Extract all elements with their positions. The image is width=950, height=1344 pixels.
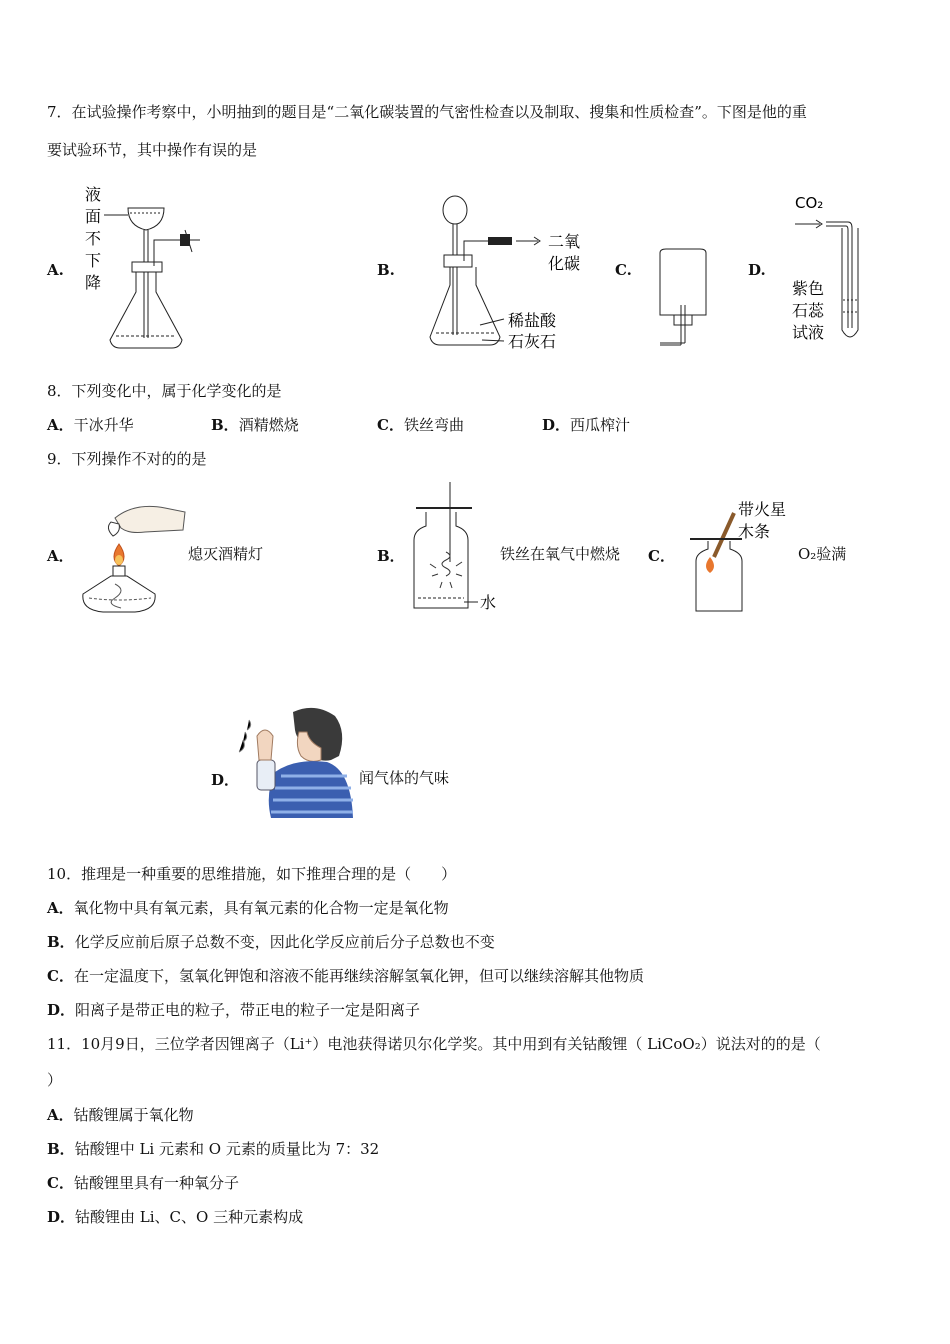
fig-9c-label-1: 带火星 xyxy=(738,500,787,519)
q10-d-label: D． xyxy=(47,1001,76,1019)
q8-option-d xyxy=(542,415,630,435)
q7-option-c-label: C. xyxy=(615,261,632,279)
q8-d-text: 西瓜榨汁 xyxy=(570,416,631,434)
fig-d-liquid-label-3: 试液 xyxy=(792,323,825,342)
q11-option-a xyxy=(47,1105,194,1125)
fig-b-acid-label: 稀盐酸 xyxy=(508,311,557,330)
fig-a-char-3: 不 xyxy=(85,229,102,248)
q10-b-label: B． xyxy=(47,933,75,951)
q7-option-a-label: A. xyxy=(47,261,64,279)
q11-option-c xyxy=(47,1173,239,1193)
fig-b-gas-label-2: 化碳 xyxy=(548,254,581,273)
fig-9c-label-2: 木条 xyxy=(738,522,771,541)
q11-stem-line1: 11．10月9日，三位学者因锂离子（Li⁺）电池获得诺贝尔化学奖。其中用到有关钴酸锂（ LiCoO₂）说法对的的是（ xyxy=(47,1035,821,1053)
q11-a-label: A． xyxy=(47,1106,74,1124)
q7-figure-d-litmus-test xyxy=(790,188,880,348)
q10-b-text: 化学反应前后原子总数不变，因此化学反应前后分子总数也不变 xyxy=(74,933,495,951)
q10-c-text: 在一定温度下，氢氧化钾饱和溶液不能再继续溶解氢氧化钾，但可以继续溶解其他物质 xyxy=(73,967,644,985)
q11-option-b xyxy=(47,1139,379,1159)
q8-b-label: B． xyxy=(211,416,239,434)
q7-figure-c-gas-collection xyxy=(650,245,715,350)
q9-figure-d-smelling-gas xyxy=(235,702,355,822)
fig-a-char-5: 降 xyxy=(85,273,102,292)
q9-figure-b-iron-burning xyxy=(408,482,518,617)
q7-figure-b-co2-generation xyxy=(420,195,590,355)
q9-option-c-label: C． xyxy=(648,547,675,565)
q8-a-label: A． xyxy=(47,416,74,434)
q9-option-a-text: 熄灭酒精灯 xyxy=(188,545,264,563)
q8-c-label: C． xyxy=(377,416,404,434)
q8-c-text: 铁丝弯曲 xyxy=(403,416,464,434)
q9-option-d-text: 闻气体的气味 xyxy=(359,769,450,787)
q7-figure-a-airtight-check xyxy=(80,180,210,355)
q9-option-b-label: B． xyxy=(377,547,405,565)
q10-option-a xyxy=(47,898,449,918)
q11-b-label: B． xyxy=(47,1140,75,1158)
q10-a-text: 氧化物中具有氧元素，具有氧元素的化合物一定是氧化物 xyxy=(73,899,449,917)
q9-option-d-label: D． xyxy=(211,771,240,789)
q7-option-d-label: D. xyxy=(748,261,766,279)
q10-option-d xyxy=(47,1000,420,1020)
q10-option-b xyxy=(47,932,495,952)
q11-d-text: 钴酸锂由 Li、C、O 三种元素构成 xyxy=(75,1208,304,1226)
q11-d-label: D． xyxy=(47,1208,76,1226)
q7-stem-line2: 要试验环节，其中操作有误的是 xyxy=(47,141,258,159)
q8-stem: 8．下列变化中，属于化学变化的是 xyxy=(47,382,282,400)
q8-b-text: 酒精燃烧 xyxy=(238,416,299,434)
fig-a-char-2: 面 xyxy=(85,207,102,226)
q7-option-b-label: B. xyxy=(377,261,395,279)
q11-c-text: 钴酸锂里具有一种氧分子 xyxy=(73,1174,239,1192)
q11-c-label: C． xyxy=(47,1174,74,1192)
q10-a-label: A． xyxy=(47,899,74,917)
q9-figure-a-alcohol-lamp xyxy=(75,498,190,618)
q9-option-b-text: 铁丝在氧气中燃烧 xyxy=(500,545,621,563)
fig-b-gas-label-1: 二氧 xyxy=(548,232,581,251)
fig-d-liquid-label-2: 石蕊 xyxy=(792,301,825,320)
q9-figure-c-o2-full-test xyxy=(690,495,800,620)
q10-c-label: C． xyxy=(47,967,74,985)
q8-option-b xyxy=(211,415,299,435)
q9-stem: 9．下列操作不对的的是 xyxy=(47,450,207,468)
q10-d-text: 阳离子是带正电的粒子，带正电的粒子一定是阳离子 xyxy=(75,1001,421,1019)
fig-a-char-1: 液 xyxy=(85,185,102,204)
q9-option-c-text: O₂验满 xyxy=(798,545,847,563)
q8-option-c xyxy=(377,415,464,435)
q8-a-text: 干冰升华 xyxy=(73,416,134,434)
fig-a-char-4: 下 xyxy=(85,251,102,270)
fig-9b-water-label: 水 xyxy=(480,593,497,612)
q11-b-text: 钴酸锂中 Li 元素和 O 元素的质量比为 7：32 xyxy=(74,1140,380,1158)
q11-a-text: 钴酸锂属于氧化物 xyxy=(73,1106,194,1124)
q11-stem-line2: ） xyxy=(47,1071,63,1089)
fig-b-stone-label: 石灰石 xyxy=(508,332,557,351)
q11-option-d xyxy=(47,1207,303,1227)
fig-d-co2-label: CO₂ xyxy=(795,194,824,212)
q10-option-c xyxy=(47,966,644,986)
q8-option-a xyxy=(47,415,134,435)
fig-d-liquid-label-1: 紫色 xyxy=(792,279,825,298)
q8-d-label: D． xyxy=(542,416,571,434)
q10-stem: 10．推理是一种重要的思维措施，如下推理合理的是（ ） xyxy=(47,865,457,883)
q7-stem-line1: 7．在试验操作考察中，小明抽到的题目是“二氧化碳装置的气密性检查以及制取、搜集和性质检查”。下图是他的重 xyxy=(47,103,807,121)
q9-option-a-label: A． xyxy=(47,547,74,565)
